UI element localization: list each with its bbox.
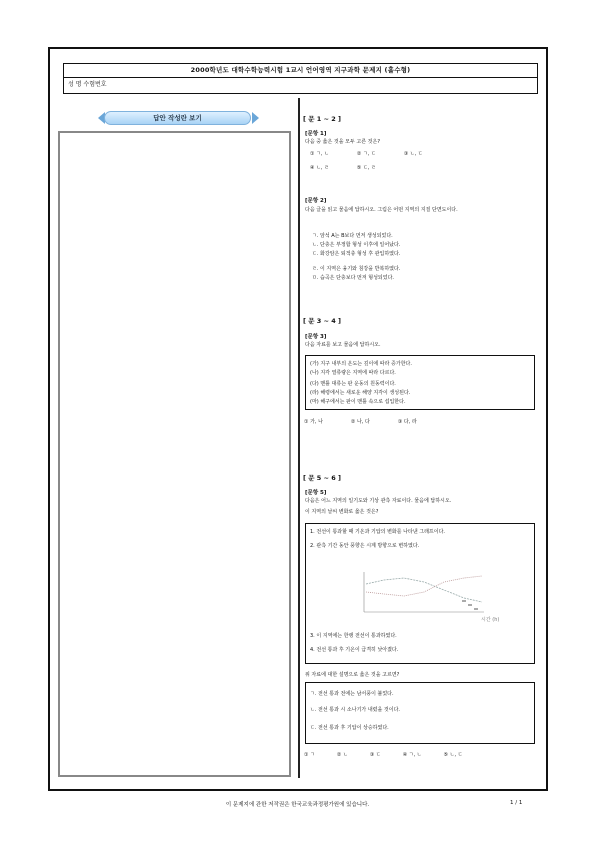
q2-line: ㅁ. 습곡은 단층보다 먼저 형성되었다. — [312, 275, 394, 281]
q1-option[interactable]: ① ㄱ, ㄴ — [310, 151, 329, 157]
box-line: ㄱ. 전선 통과 전에는 남서풍이 불었다. — [310, 691, 394, 697]
box-line: (나) 지각 열류량은 지역에 따라 다르다. — [310, 370, 396, 376]
q5-text-2: 이 지역의 날씨 변화로 옳은 것은? — [305, 509, 379, 515]
q3-option[interactable]: ② 나, 다 — [350, 419, 370, 425]
q6-option[interactable]: ① ㄱ — [304, 752, 315, 758]
q3-data-box — [305, 355, 535, 410]
q5-text: 다음은 어느 지역의 일기도와 기상 관측 자료이다. 물음에 답하시오. — [305, 498, 452, 504]
q6-text: 위 자료에 대한 설명으로 옳은 것을 고르면? — [305, 672, 400, 678]
q3-options — [304, 418, 445, 425]
pill-right-arrow-icon — [252, 112, 259, 124]
box-line: (다) 맨틀 대류는 판 운동의 원동력이다. — [310, 381, 396, 387]
q6-options — [304, 751, 463, 758]
q6-choice-box — [305, 682, 535, 744]
q1-option[interactable]: ④ ㄴ, ㄹ — [310, 165, 329, 171]
q2-line: ㄱ. 암석 A는 B보다 먼저 생성되었다. — [312, 233, 393, 239]
q2-line: ㄷ. 화강암은 퇴적층 형성 후 관입하였다. — [312, 251, 401, 257]
q1-option[interactable]: ② ㄱ, ㄷ — [356, 151, 376, 157]
section-3-title: [ 문 5 ~ 6 ] — [303, 474, 342, 482]
q3-label: [문항 3] — [305, 334, 327, 340]
answer-area[interactable] — [58, 131, 291, 777]
section-2-title: [ 문 3 ~ 4 ] — [303, 317, 342, 325]
q2-line: ㄴ. 단층은 부정합 형성 이후에 일어났다. — [312, 242, 401, 248]
q2-text: 다음 글을 읽고 물음에 답하시오. 그림은 어떤 지역의 지질 단면도이다. — [305, 207, 458, 213]
column-divider — [298, 98, 300, 778]
q5-figure-box — [305, 523, 535, 664]
q1-options-row2 — [310, 164, 404, 171]
q6-option[interactable]: ⑤ ㄴ, ㄷ — [443, 752, 463, 758]
box-line: (라) 해령에서는 새로운 해양 지각이 생성된다. — [310, 390, 411, 396]
q6-option[interactable]: ③ ㄷ — [369, 752, 381, 758]
footer-copyright: 이 문제지에 관한 저작권은 한국교육과정평가원에 있습니다. — [225, 802, 370, 808]
box-line: (가) 지구 내부의 온도는 깊이에 따라 증가한다. — [310, 361, 412, 367]
q3-text: 다음 자료를 보고 물음에 답하시오. — [305, 342, 381, 348]
q3-option[interactable]: ③ 다, 라 — [397, 419, 417, 425]
box-line: (마) 해구에서는 판이 맨틀 속으로 섭입한다. — [310, 399, 406, 405]
exam-meta: 성 명 수험번호 — [63, 78, 538, 94]
q3-option[interactable]: ① 가, 나 — [304, 419, 323, 425]
weather-graph-figure — [354, 562, 494, 622]
box-line: 1. 전선이 통과할 때 기온과 기압의 변화를 나타낸 그래프이다. — [310, 529, 445, 535]
q2-line: ㄹ. 이 지역은 융기와 침강을 반복하였다. — [312, 266, 401, 272]
q1-label: [문항 1] — [305, 131, 327, 137]
q1-option[interactable]: ⑤ ㄷ, ㄹ — [356, 165, 376, 171]
q5-label: [문항 5] — [305, 490, 327, 496]
section-1-title: [ 문 1 ~ 2 ] — [303, 115, 342, 123]
answer-sheet-button[interactable]: 답안 작성란 보기 — [104, 111, 251, 125]
box-line: ㄴ. 전선 통과 시 소나기가 내렸을 것이다. — [310, 707, 400, 713]
box-line: 4. 전선 통과 후 기온이 급격히 낮아졌다. — [310, 647, 399, 653]
q1-options-row1 — [310, 150, 451, 157]
q6-option[interactable]: ④ ㄱ, ㄴ — [402, 752, 422, 758]
box-line: 2. 관측 기간 동안 풍향은 시계 방향으로 변하였다. — [310, 543, 420, 549]
q6-option[interactable]: ② ㄴ — [336, 752, 348, 758]
figure-caption: 시간 (h) — [481, 617, 500, 623]
exam-title: 2000학년도 대학수학능력시험 1교시 언어영역 지구과학 문제지 (홀수형) — [63, 63, 538, 78]
q1-text: 다음 중 옳은 것을 모두 고른 것은? — [305, 139, 380, 145]
box-line: 3. 이 지역에는 한랭 전선이 통과하였다. — [310, 633, 397, 639]
box-line: ㄷ. 전선 통과 후 기압이 상승하였다. — [310, 725, 389, 731]
page-number: 1 / 1 — [510, 800, 523, 806]
q1-option[interactable]: ③ ㄴ, ㄷ — [403, 151, 423, 157]
q2-label: [문항 2] — [305, 198, 327, 204]
